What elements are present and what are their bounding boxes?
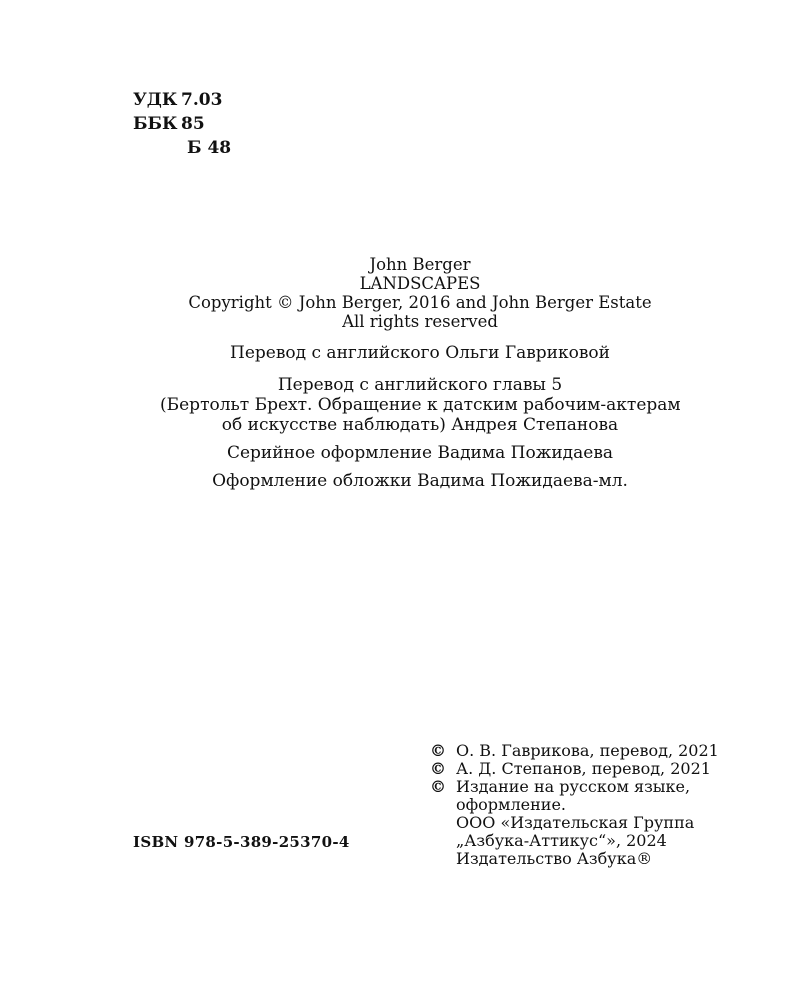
isbn: ISBN 978-5-389-25370-4 (133, 833, 350, 851)
copyright-edition-line2: оформление. (456, 795, 566, 814)
copyright-edition-line4: „Азбука-Аттикус“», 2024 (456, 831, 667, 850)
translation-ch5-line3: об искусстве наблюдать) Андрея Степанова (221, 415, 619, 435)
copyright-edition-line1: Издание на русском языке, (456, 777, 691, 796)
bbk-label: ББК (133, 114, 178, 134)
copyright-translator-2: А. Д. Степанов, перевод, 2021 (456, 759, 711, 778)
spacer (160, 331, 680, 343)
copyright-translator-1: О. В. Гаврикова, перевод, 2021 (456, 741, 719, 760)
author-mark-row (133, 136, 231, 160)
copyright-item (430, 760, 719, 778)
copyright-mark: © (430, 777, 446, 796)
spacer (160, 463, 680, 471)
translation-ch5-line2: (Бертольт Брехт. Обращение к датским рабочим-актерам (160, 395, 681, 415)
udk-value: 7.03 (181, 90, 223, 110)
original-copyright: Copyright © John Berger, 2016 and John Berger Estate (188, 293, 652, 312)
author-mark: Б 48 (187, 138, 232, 158)
cover-design: Оформление обложки Вадима Пожидаева-мл. (212, 471, 628, 491)
classification-block (133, 88, 231, 160)
copyright-item (430, 778, 719, 796)
original-author: John Berger (369, 255, 471, 274)
copyright-mark: © (430, 759, 446, 778)
translation-ch5-line1: Перевод с английского главы 5 (277, 375, 563, 395)
bbk-value: 85 (181, 114, 205, 134)
original-title: LANDSCAPES (359, 274, 481, 293)
udk-row (133, 88, 231, 112)
series-design: Серийное оформление Вадима Пожидаева (226, 443, 614, 463)
translation-main: Перевод с английского Ольги Гавриковой (230, 343, 610, 363)
udk-label: УДК (133, 90, 178, 110)
copyright-mark: © (430, 741, 446, 760)
original-rights: All rights reserved (342, 312, 498, 331)
credits-block (160, 255, 680, 491)
copyright-item (430, 742, 719, 760)
spacer (160, 435, 680, 443)
copyright-edition-line5: Издательство Азбука® (456, 849, 653, 868)
copyright-edition-line3: ООО «Издательская Группа (456, 813, 695, 832)
copyright-notices (430, 742, 719, 868)
bbk-row (133, 112, 231, 136)
spacer (160, 363, 680, 375)
